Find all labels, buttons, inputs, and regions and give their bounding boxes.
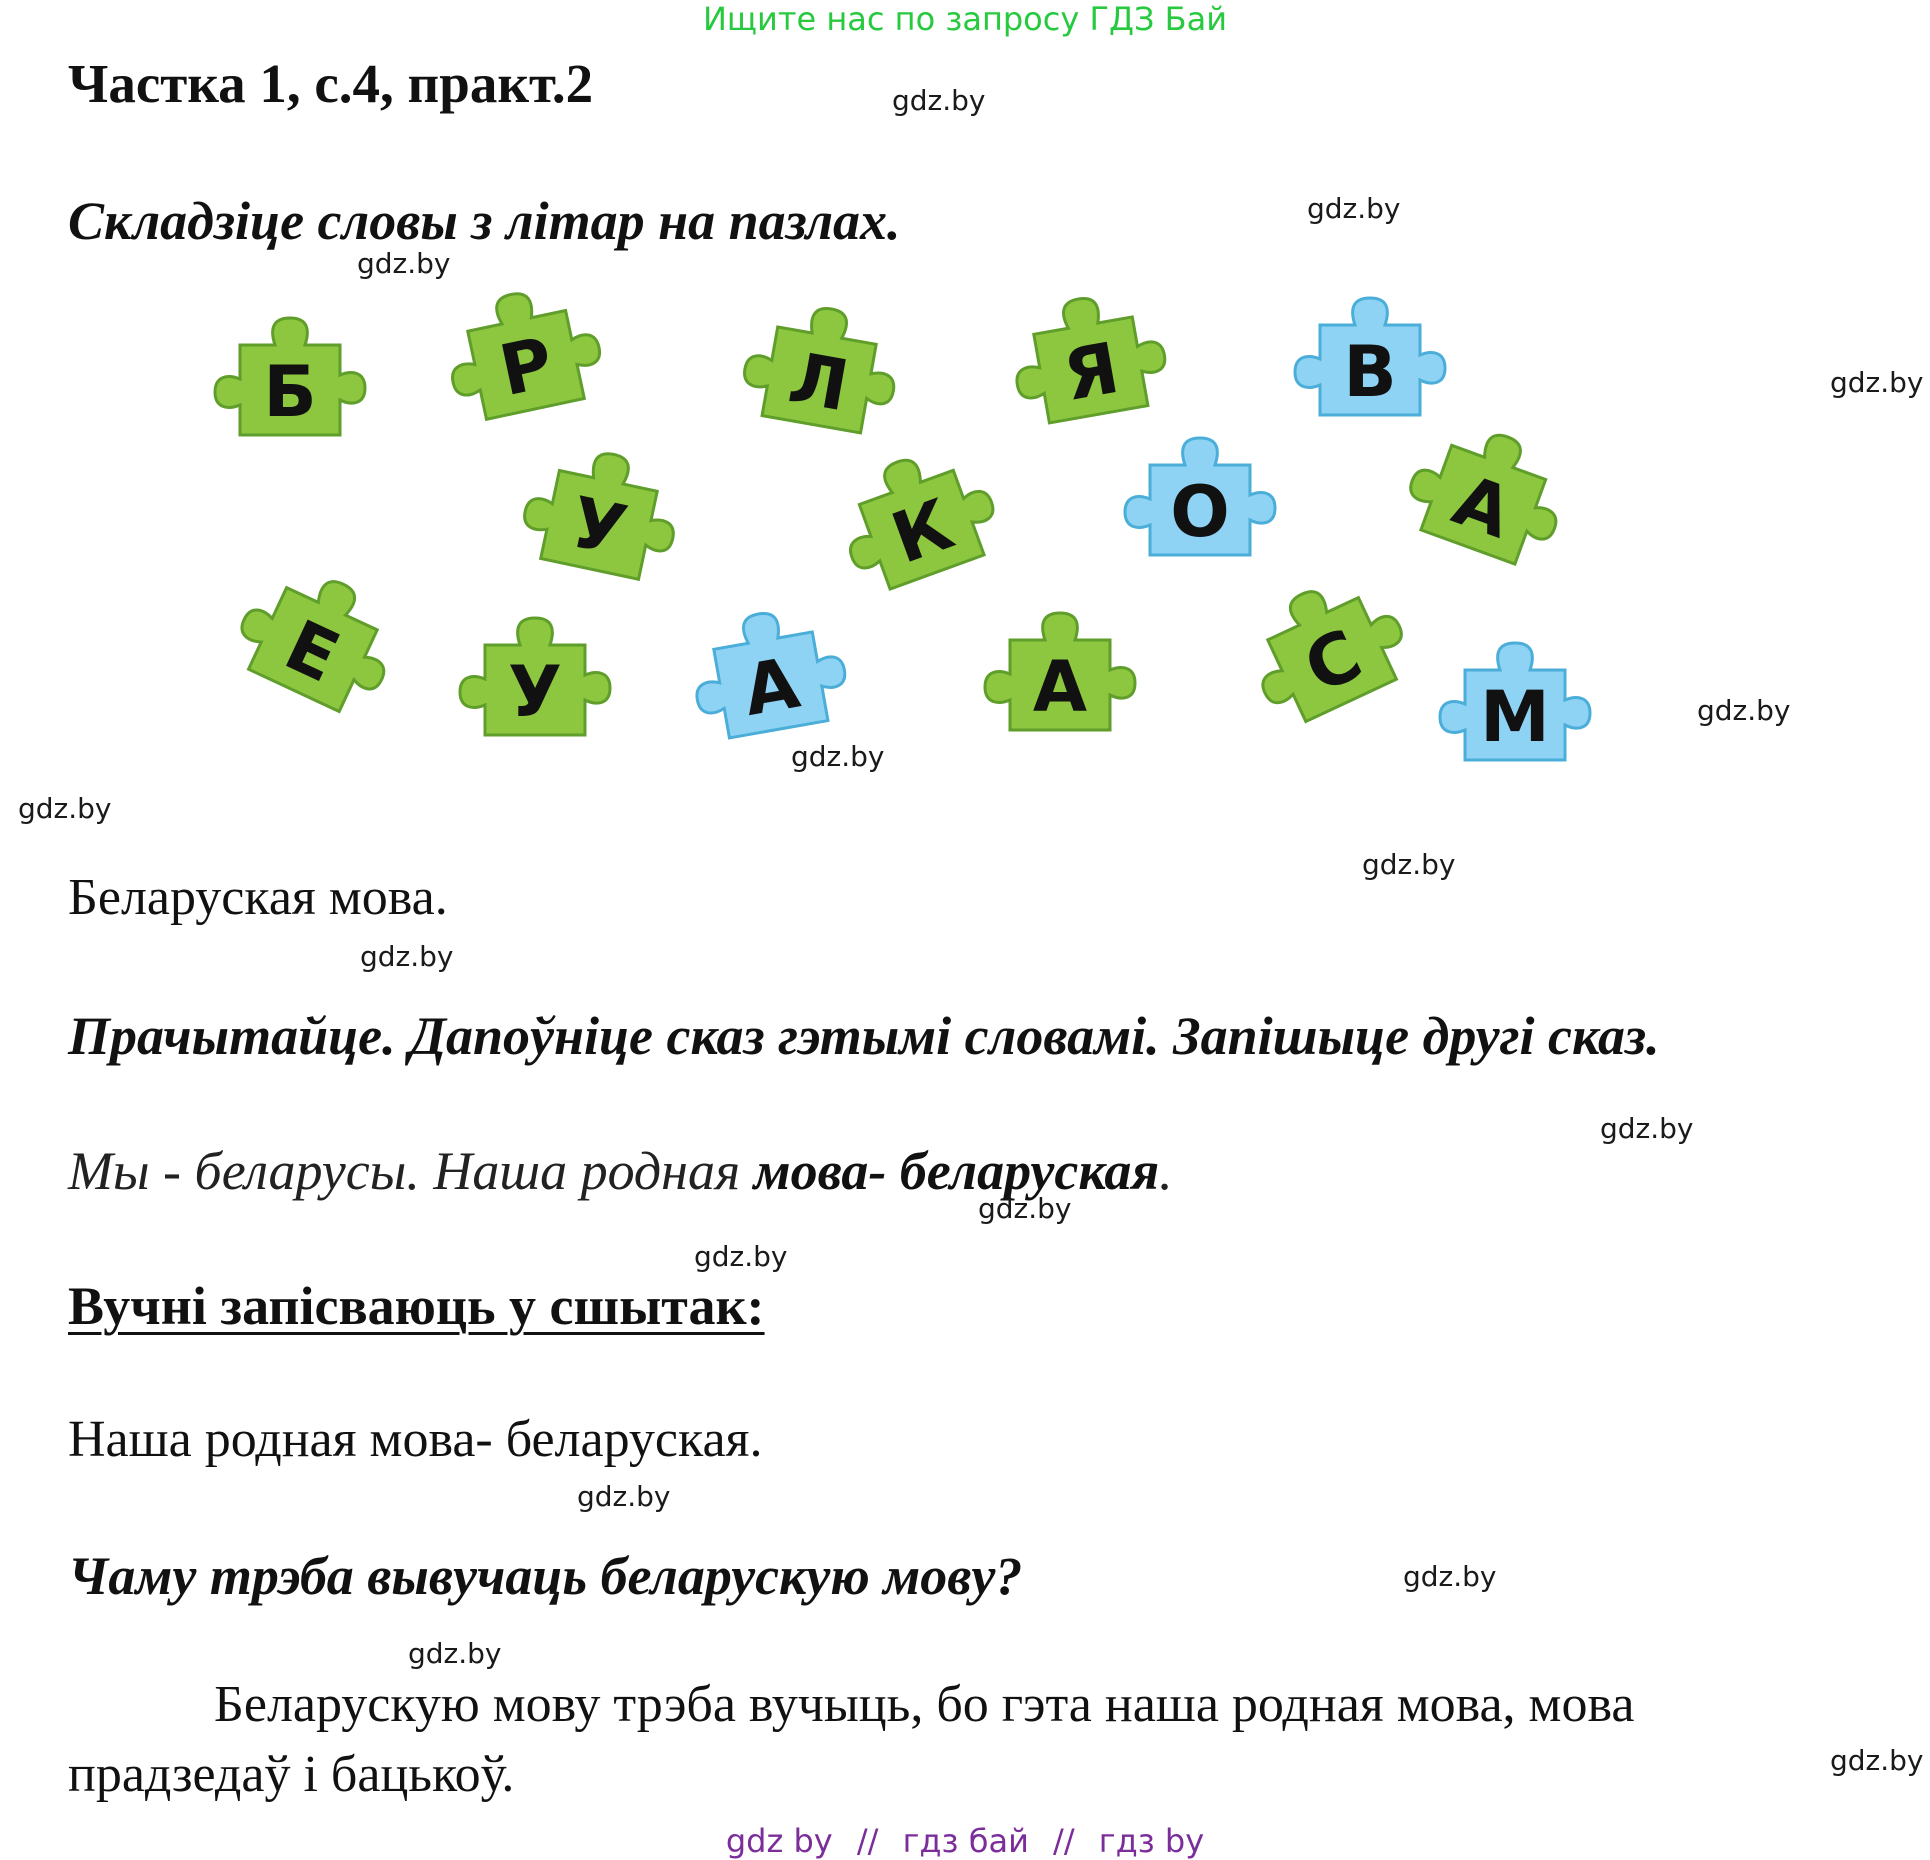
watermark: gdz.by [791, 740, 885, 773]
answer-3: Беларускую мову трэба вучыць, бо гэта наша родная мова, мова прадзедаў і бацькоў. [68, 1676, 1635, 1803]
watermark: gdz.by [577, 1480, 671, 1513]
watermark: gdz.by [892, 84, 986, 117]
watermark: gdz.by [1307, 192, 1401, 225]
search-banner[interactable]: Ищите нас по запросу ГДЗ Бай [702, 0, 1228, 38]
watermark: gdz.by [1403, 1560, 1497, 1593]
puzzle-letter: Е [273, 604, 352, 699]
puzzle-letter: Я [1057, 326, 1125, 417]
puzzle-piece [445, 600, 625, 770]
puzzle-piece [200, 300, 380, 470]
footer-separator: // [1053, 1822, 1075, 1860]
puzzle-piece [419, 258, 630, 462]
puzzle-pieces [180, 260, 1630, 780]
task-1: Складзіце словы з літар на пазлах. [68, 191, 901, 251]
puzzle-letter: А [737, 641, 806, 732]
puzzle-letter: М [1480, 676, 1550, 758]
puzzle-letter: У [563, 481, 634, 573]
puzzle-piece [970, 595, 1150, 765]
watermark: gdz.by [1830, 366, 1924, 399]
puzzle-letter: Р [492, 321, 561, 413]
footer-separator: // [856, 1822, 879, 1860]
page-heading: Частка 1, с.4, практ.2 [68, 53, 594, 114]
watermark: gdz.by [18, 792, 112, 825]
puzzle-letter: А [1032, 646, 1088, 728]
puzzle-letter: О [1170, 471, 1230, 553]
sentence-end: . [1159, 1141, 1173, 1201]
watermark: gdz.by [1600, 1112, 1694, 1145]
puzzle-letter: Л [783, 336, 855, 428]
footer-link[interactable]: гдз by [1098, 1822, 1205, 1860]
puzzle-piece [494, 418, 705, 622]
footer-link[interactable]: gdz by [725, 1822, 833, 1860]
watermark: gdz.by [360, 940, 454, 973]
sentence-answer: мова- беларуская [753, 1141, 1160, 1201]
puzzle-piece [198, 530, 433, 760]
puzzle-piece [1425, 625, 1605, 795]
puzzle-letter: С [1292, 613, 1374, 710]
notebook-title: Вучні запісваюць у сшытак: [68, 1276, 765, 1336]
puzzle-letter: Б [263, 351, 317, 433]
notebook-text: Наша родная мова- беларуская. [68, 1411, 763, 1468]
puzzle-piece [1110, 420, 1290, 590]
answer-1: Беларуская мова. [68, 869, 448, 926]
watermark: gdz.by [357, 247, 451, 280]
task-3: Чаму трэба вывучаць беларускую мову? [68, 1546, 1023, 1606]
footer-link[interactable]: гдз бай [902, 1822, 1029, 1860]
puzzle-letter: У [508, 651, 562, 733]
puzzle-letter: В [1343, 331, 1397, 413]
puzzle-letter: К [881, 483, 964, 580]
watermark: gdz.by [408, 1637, 502, 1670]
watermark: gdz.by [694, 1240, 788, 1273]
watermark: gdz.by [1362, 848, 1456, 881]
puzzle-letter: А [1443, 458, 1523, 555]
watermark: gdz.by [978, 1192, 1072, 1225]
footer-links [0, 1822, 1930, 1860]
task-2: Прачытайце. Дапоўніце сказ гэтымі словамі. Запішыце другі сказ. [68, 1006, 1660, 1066]
watermark: gdz.by [1697, 694, 1791, 727]
sentence-part: Мы - беларусы. Наша родная [68, 1141, 754, 1201]
watermark: gdz.by [1830, 1744, 1924, 1777]
